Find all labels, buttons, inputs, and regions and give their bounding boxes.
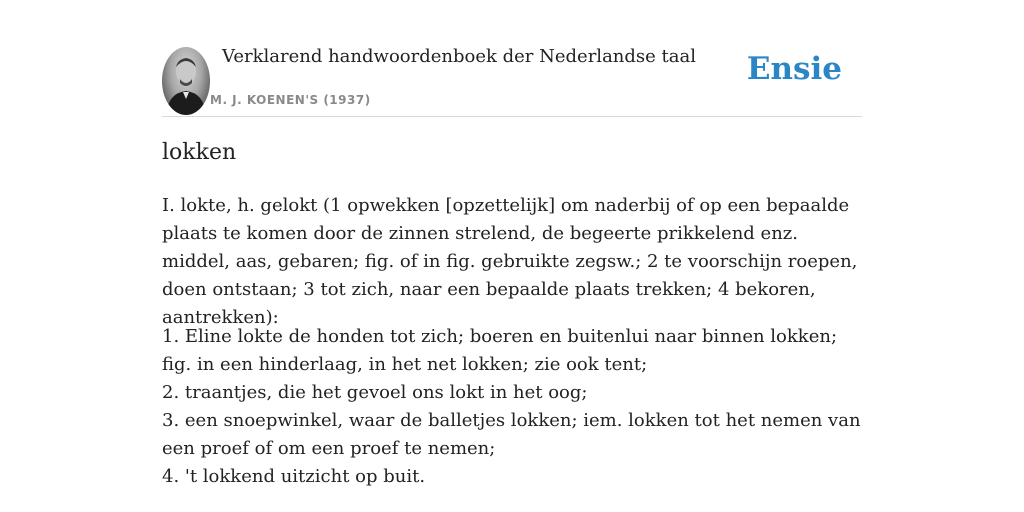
entry-definition: I. lokte, h. gelokt (1 opwekken [opzettelijk] om naderbij of op een bepaalde plaats te komen door de zinnen strelend, de begeerte prikkelend enz. middel, aas, gebaren; fig. of in fig. gebruikte zegsw.; 2 te voorschijn roepen, doen ontstaan; 3 tot zich, naar een bepaalde plaats trekken; 4 bekoren, aantrekken): <box>162 195 858 328</box>
entry-examples <box>162 323 862 491</box>
example-item: 4. 't lokkend uitzicht op buit. <box>162 466 426 487</box>
ensie-logo-link[interactable]: Ensie <box>746 51 842 87</box>
example-item: 2. traantjes, die het gevoel ons lokt in het oog; <box>162 382 588 403</box>
dictionary-author: M. J. KOENEN'S (1937) <box>210 93 371 107</box>
example-item: 1. Eline lokte de honden tot zich; boeren en buitenlui naar binnen lokken; fig. in een hinderlaag, in het net lokken; zie ook tent; <box>162 326 838 375</box>
portrait-image <box>162 47 210 115</box>
entry-headword: lokken <box>162 140 237 165</box>
dictionary-title: Verklarend handwoordenboek der Nederlandse taal <box>222 46 696 67</box>
page <box>162 0 862 487</box>
example-item: 3. een snoepwinkel, waar de balletjes lokken; iem. lokken tot het nemen van een proef of om een proef te nemen; <box>162 410 861 459</box>
author-portrait <box>162 47 210 115</box>
site-header <box>162 0 862 117</box>
